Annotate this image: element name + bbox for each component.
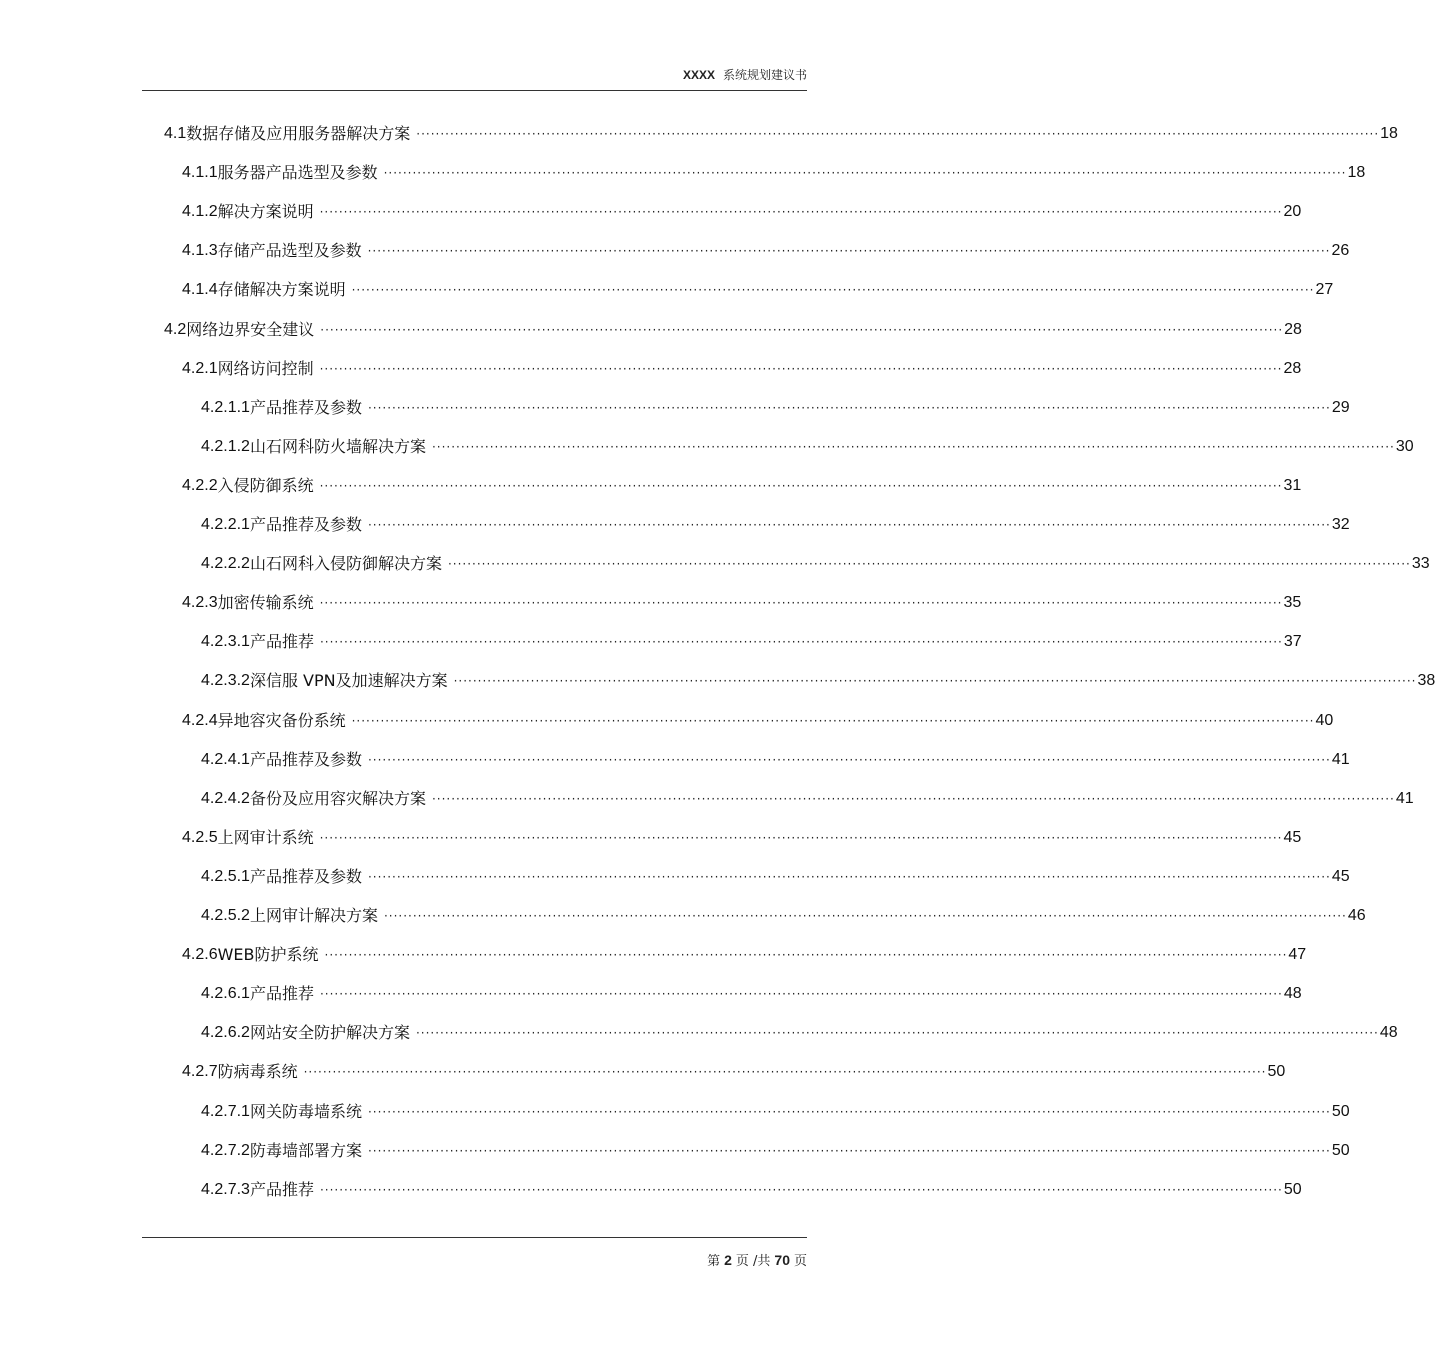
toc-entry[interactable] (201, 626, 1302, 652)
toc-entry-number: 4.1.4 (182, 281, 218, 298)
toc-entry-page: 38 (1417, 672, 1435, 689)
toc-dot-leader: ········································································································································································································ (367, 753, 1331, 767)
toc-entry[interactable] (201, 509, 1350, 535)
toc-entry-title: 网站安全防护解决方案 (249, 1023, 410, 1042)
toc-entry[interactable] (182, 274, 1334, 300)
toc-entry-page: 18 (1380, 125, 1398, 142)
toc-entry-number: 4.2 (164, 321, 187, 338)
toc-dot-leader: ········································································································································································································ (367, 244, 1331, 258)
toc-entry-page: 27 (1315, 281, 1334, 298)
toc-entry[interactable] (182, 705, 1334, 731)
toc-dot-leader: ········································································································································································································ (351, 283, 1315, 297)
toc-entry[interactable] (182, 1056, 1286, 1082)
toc-dot-leader: ········································································································································································································ (319, 596, 1283, 610)
toc-dot-leader: ········································································································································································································ (453, 674, 1417, 688)
toc-dot-leader: ········································································································································································································ (320, 323, 1284, 337)
page-header (142, 66, 807, 83)
toc-entry-page: 45 (1331, 868, 1350, 885)
toc-entry-page: 37 (1283, 633, 1302, 650)
toc-entry-page: 28 (1283, 360, 1302, 377)
toc-entry-title: 上网审计解决方案 (249, 906, 378, 925)
footer-mid: 页 /共 (735, 1254, 771, 1269)
toc-entry-number: 4.2.2.1 (201, 516, 250, 533)
toc-entry-number: 4.2.6 (182, 946, 218, 963)
toc-entry-title: WEB防护系统 (217, 945, 319, 964)
toc-entry-number: 4.1.1 (182, 164, 218, 181)
toc-dot-leader: ········································································································································································································ (303, 1065, 1267, 1079)
header-rule (142, 90, 807, 91)
toc-entry-page: 40 (1315, 712, 1334, 729)
header-title: 系统规划建议书 (722, 68, 807, 82)
toc-dot-leader: ········································································································································································································ (319, 205, 1283, 219)
footer-current-page: 2 (724, 1252, 732, 1268)
toc-entry[interactable] (201, 431, 1414, 457)
toc-entry-title: 备份及应用容灾解决方案 (249, 789, 426, 808)
toc-entry[interactable] (201, 783, 1414, 809)
toc-entry-title: 上网审计系统 (217, 828, 314, 847)
toc-entry-page: 30 (1395, 438, 1414, 455)
toc-entry-title: 山石网科入侵防御解决方案 (249, 554, 442, 573)
toc-entry-number: 4.2.7 (182, 1063, 218, 1080)
toc-dot-leader: ········································································································································································································ (319, 479, 1283, 493)
toc-entry-title: 存储解决方案说明 (217, 280, 346, 299)
toc-dot-leader: ········································································································································································································ (324, 948, 1288, 962)
footer-total-pages: 70 (774, 1252, 790, 1268)
toc-entry-number: 4.2.3 (182, 594, 218, 611)
toc-entry-number: 4.2.1 (182, 360, 218, 377)
toc-entry-number: 4.2.3.2 (201, 672, 250, 689)
toc-entry[interactable] (182, 822, 1302, 848)
toc-entry-page: 48 (1379, 1024, 1398, 1041)
toc-entry-number: 4.2.2.2 (201, 555, 250, 572)
toc-entry-number: 4.2.6.1 (201, 985, 250, 1002)
toc-dot-leader: ········································································································································································································ (367, 870, 1331, 884)
toc-entry-title: 山石网科防火墙解决方案 (249, 437, 426, 456)
toc-entry[interactable] (201, 900, 1366, 926)
toc-entry-page: 32 (1331, 516, 1350, 533)
toc-entry[interactable] (182, 157, 1366, 183)
toc-dot-leader: ········································································································································································································ (319, 635, 1283, 649)
toc-entry[interactable] (182, 353, 1302, 379)
toc-entry[interactable] (182, 939, 1307, 965)
toc-entry-title: 产品推荐及参数 (249, 867, 362, 886)
toc-entry-title: 服务器产品选型及参数 (217, 163, 378, 182)
toc-entry[interactable] (182, 196, 1302, 222)
toc-entry-page: 35 (1283, 594, 1302, 611)
toc-dot-leader: ········································································································································································································ (319, 362, 1283, 376)
toc-entry[interactable] (201, 1135, 1350, 1161)
toc-entry-number: 4.2.5 (182, 829, 218, 846)
toc-dot-leader: ········································································································································································································ (319, 1183, 1283, 1197)
toc-entry-title: 网络访问控制 (217, 359, 314, 378)
toc-entry[interactable] (201, 1096, 1350, 1122)
toc-entry[interactable] (182, 587, 1302, 613)
footer-suffix: 页 (793, 1254, 807, 1269)
toc-entry-title: 网络边界安全建议 (186, 320, 315, 339)
toc-entry-number: 4.2.4.1 (201, 751, 250, 768)
toc-entry-number: 4.2.7.3 (201, 1181, 250, 1198)
toc-entry-title: 网关防毒墙系统 (249, 1102, 362, 1121)
toc-entry-number: 4.2.4.2 (201, 790, 250, 807)
toc-dot-leader: ········································································································································································································ (431, 440, 1395, 454)
toc-entry-page: 33 (1411, 555, 1430, 572)
toc-entry-number: 4.2.2 (182, 477, 218, 494)
toc-entry-number: 4.2.3.1 (201, 633, 250, 650)
toc-entry[interactable] (182, 470, 1302, 496)
toc-entry-title: 防毒墙部署方案 (249, 1141, 362, 1160)
toc-entry-number: 4.2.7.1 (201, 1103, 250, 1120)
toc-dot-leader: ········································································································································································································ (367, 1144, 1331, 1158)
toc-entry[interactable] (201, 392, 1350, 418)
toc-dot-leader: ········································································································································································································ (367, 1105, 1331, 1119)
toc-entry-page: 41 (1395, 790, 1414, 807)
toc-entry-title: 产品推荐 (249, 632, 314, 651)
toc-entry[interactable] (201, 1017, 1398, 1043)
toc-entry-page: 47 (1288, 946, 1307, 963)
toc-entry-title: 产品推荐及参数 (249, 515, 362, 534)
toc-entry-page: 50 (1267, 1063, 1286, 1080)
toc-dot-leader: ········································································································································································································ (416, 127, 1380, 141)
toc-entry-page: 50 (1331, 1103, 1350, 1120)
toc-entry-page: 50 (1283, 1181, 1302, 1198)
toc-entry-number: 4.2.1.2 (201, 438, 250, 455)
toc-entry[interactable] (201, 1174, 1302, 1200)
toc-entry-page: 31 (1283, 477, 1302, 494)
toc-entry-number: 4.1 (164, 125, 187, 142)
toc-entry-number: 4.2.6.2 (201, 1024, 250, 1041)
toc-dot-leader: ········································································································································································································ (431, 792, 1395, 806)
toc-entry-page: 46 (1347, 907, 1366, 924)
toc-entry-number: 4.1.2 (182, 203, 218, 220)
toc-entry[interactable] (201, 861, 1350, 887)
toc-entry-page: 45 (1283, 829, 1302, 846)
toc-entry-title: 产品推荐及参数 (249, 398, 362, 417)
toc-entry[interactable] (164, 118, 1398, 144)
toc-entry-page: 28 (1284, 321, 1302, 338)
toc-entry-number: 4.2.4 (182, 712, 218, 729)
toc-entry-title: 产品推荐及参数 (249, 750, 362, 769)
toc-entry-page: 29 (1331, 399, 1350, 416)
toc-entry-title: 加密传输系统 (217, 593, 314, 612)
toc-dot-leader: ········································································································································································································ (319, 987, 1283, 1001)
toc-entry-title: 存储产品选型及参数 (217, 241, 362, 260)
toc-dot-leader: ········································································································································································································ (367, 401, 1331, 415)
toc-entry-title: 异地容灾备份系统 (217, 711, 346, 730)
toc-entry-number: 4.2.1.1 (201, 399, 250, 416)
toc-entry[interactable] (201, 744, 1350, 770)
toc-entry-title: 防病毒系统 (217, 1062, 298, 1081)
toc-entry[interactable] (201, 665, 1435, 691)
toc-entry-page: 20 (1283, 203, 1302, 220)
toc-dot-leader: ········································································································································································································ (367, 518, 1331, 532)
header-project: XXXX (682, 68, 715, 82)
toc-entry-number: 4.1.3 (182, 242, 218, 259)
toc-entry[interactable] (201, 978, 1302, 1004)
toc-entry-title: 解决方案说明 (217, 202, 314, 221)
toc-entry-page: 18 (1347, 164, 1366, 181)
toc-entry-title: 产品推荐 (249, 984, 314, 1003)
page-footer (142, 1250, 807, 1269)
toc-entry-title: 数据存储及应用服务器解决方案 (186, 124, 411, 143)
toc-entry[interactable] (182, 235, 1350, 261)
toc-dot-leader: ········································································································································································································ (447, 557, 1411, 571)
toc-entry-page: 41 (1331, 751, 1350, 768)
toc-entry[interactable] (201, 548, 1430, 574)
toc-entry-page: 50 (1331, 1142, 1350, 1159)
toc-dot-leader: ········································································································································································································ (383, 909, 1347, 923)
footer-rule (142, 1237, 807, 1238)
toc-entry-title: 入侵防御系统 (217, 476, 314, 495)
toc-entry-page: 26 (1331, 242, 1350, 259)
toc-entry-number: 4.2.7.2 (201, 1142, 250, 1159)
toc-entry-number: 4.2.5.2 (201, 907, 250, 924)
toc-entry-title: 产品推荐 (249, 1180, 314, 1199)
toc-entry-number: 4.2.5.1 (201, 868, 250, 885)
toc-dot-leader: ········································································································································································································ (383, 166, 1347, 180)
toc-dot-leader: ········································································································································································································ (319, 831, 1283, 845)
toc-entry-page: 48 (1283, 985, 1302, 1002)
footer-prefix: 第 (707, 1254, 721, 1269)
toc-entry[interactable] (164, 314, 1302, 340)
toc-dot-leader: ········································································································································································································ (351, 714, 1315, 728)
toc-dot-leader: ········································································································································································································ (415, 1026, 1379, 1040)
toc-entry-title: 深信服 VPN及加速解决方案 (249, 671, 448, 690)
